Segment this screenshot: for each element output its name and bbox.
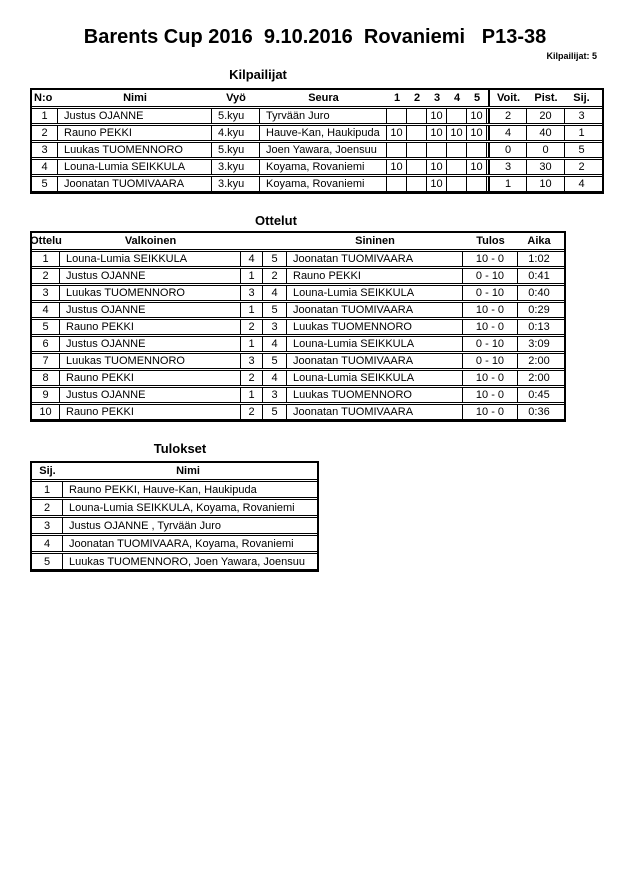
cell-result: 0 - 10 (463, 286, 518, 300)
table-row (32, 353, 564, 369)
competitors-heading: Kilpailijat (229, 67, 287, 82)
cell-final-place: 5 (32, 554, 63, 569)
cell-round-score: 10 (387, 160, 407, 174)
cell-time: 0:40 (528, 287, 550, 299)
competitors-table (30, 88, 604, 194)
column-header-white-number (241, 233, 263, 249)
cell-blue-name: Joonatan TUOMIVAARA (287, 405, 463, 419)
table-row (32, 499, 317, 516)
cell-blue-number: 3 (263, 320, 287, 334)
cell-white-name: Justus OJANNE (60, 269, 241, 283)
cell-white-name: Rauno PEKKI (60, 371, 241, 385)
column-header-no: N:o (34, 92, 53, 104)
table-row (32, 553, 317, 570)
participants-count: Kilpailijat: 5 (546, 51, 597, 61)
cell-result: 10 - 0 (463, 405, 518, 419)
cell-result: 10 - 0 (463, 320, 518, 334)
cell-place: 5 (578, 144, 585, 156)
cell-time: 0:13 (528, 321, 550, 333)
cell-white-name: Luukas TUOMENNORO (60, 354, 241, 368)
cell-time: 3:09 (528, 338, 550, 350)
cell-wins: 4 (488, 126, 527, 140)
cell-round-score (387, 177, 407, 191)
table-row (32, 159, 602, 175)
cell-match-no: 10 (32, 405, 60, 419)
cell-competitor-no: 4 (32, 160, 58, 174)
cell-white-number: 2 (241, 371, 263, 385)
cell-round-score (447, 143, 467, 157)
cell-white-number: 1 (241, 269, 263, 283)
column-header-name: Nimi (123, 92, 147, 104)
cell-match-no: 1 (32, 252, 60, 266)
cell-competitor-no: 5 (32, 177, 58, 191)
cell-result: 0 - 10 (463, 269, 518, 283)
cell-time: 0:29 (528, 304, 550, 316)
cell-blue-number: 5 (263, 405, 287, 419)
column-header-blue: Sininen (355, 235, 395, 247)
cell-blue-name: Rauno PEKKI (287, 269, 463, 283)
cell-place: 4 (578, 178, 585, 190)
cell-result: 10 - 0 (463, 252, 518, 266)
cell-round-score (407, 143, 427, 157)
cell-time: 2:00 (528, 355, 550, 367)
cell-white-name: Justus OJANNE (60, 388, 241, 402)
column-header-name: Nimi (176, 465, 200, 477)
cell-white-number: 1 (241, 388, 263, 402)
cell-white-number: 4 (241, 252, 263, 266)
cell-points: 40 (527, 126, 565, 140)
cell-competitor-club: Tyrvään Juro (260, 109, 387, 123)
cell-final-name: Justus OJANNE , Tyrvään Juro (69, 519, 222, 532)
cell-white-number: 3 (241, 354, 263, 368)
cell-competitor-club: Hauve-Kan, Haukipuda (260, 126, 387, 140)
cell-wins: 0 (488, 143, 527, 157)
cell-round-score (467, 177, 487, 191)
cell-blue-name: Joonatan TUOMIVAARA (287, 252, 463, 266)
cell-competitor-belt: 5.kyu (212, 143, 260, 157)
cell-blue-name: Joonatan TUOMIVAARA (287, 354, 463, 368)
cell-place: 3 (578, 110, 585, 122)
cell-round-score: 10 (427, 109, 447, 123)
cell-wins: 3 (488, 160, 527, 174)
table-row (32, 404, 564, 420)
table-row (32, 370, 564, 386)
cell-blue-name: Joonatan TUOMIVAARA (287, 303, 463, 317)
cell-match-no: 7 (32, 354, 60, 368)
column-header-white: Valkoinen (124, 235, 177, 247)
cell-match-no: 8 (32, 371, 60, 385)
column-header-points: Pist. (534, 92, 558, 104)
cell-result: 10 - 0 (463, 388, 518, 402)
cell-final-name: Luukas TUOMENNORO, Joen Yawara, Joensuu (69, 555, 305, 568)
cell-round-score (447, 160, 467, 174)
cell-match-no: 5 (32, 320, 60, 334)
cell-time: 1:02 (528, 253, 550, 265)
cell-white-name: Rauno PEKKI (60, 320, 241, 334)
matches-table (30, 231, 566, 422)
cell-round-score (407, 126, 427, 140)
competitors-header-row (32, 90, 602, 107)
cell-competitor-belt: 3.kyu (212, 177, 260, 191)
cell-white-number: 2 (241, 405, 263, 419)
column-header-place: Sij. (573, 92, 590, 104)
cell-round-score (407, 160, 427, 174)
column-header-round-1: 1 (393, 92, 401, 104)
cell-competitor-belt: 5.kyu (212, 109, 260, 123)
table-row (32, 125, 602, 141)
cell-white-number: 3 (241, 286, 263, 300)
cell-blue-number: 5 (263, 252, 287, 266)
cell-points: 20 (527, 109, 565, 123)
cell-final-place: 4 (32, 536, 63, 551)
cell-competitor-club: Koyama, Rovaniemi (260, 160, 387, 174)
cell-points: 10 (527, 177, 565, 191)
cell-final-place: 3 (32, 518, 63, 533)
cell-blue-name: Louna-Lumia SEIKKULA (287, 286, 463, 300)
cell-round-score (447, 109, 467, 123)
table-row (32, 108, 602, 124)
page-title: Barents Cup 2016 9.10.2016 Rovaniemi P13-38 (83, 26, 547, 48)
cell-result: 0 - 10 (463, 354, 518, 368)
cell-blue-number: 5 (263, 354, 287, 368)
cell-competitor-name: Luukas TUOMENNORO (58, 143, 212, 157)
column-header-place: Sij. (39, 465, 56, 477)
cell-wins: 2 (488, 109, 527, 123)
results-header-row (32, 463, 317, 480)
column-header-time: Aika (527, 235, 551, 247)
cell-round-score (407, 109, 427, 123)
cell-competitor-name: Joonatan TUOMIVAARA (58, 177, 212, 191)
cell-round-score: 10 (467, 109, 487, 123)
cell-blue-name: Luukas TUOMENNORO (287, 388, 463, 402)
table-row (32, 268, 564, 284)
cell-blue-number: 4 (263, 286, 287, 300)
cell-blue-name: Louna-Lumia SEIKKULA (287, 371, 463, 385)
cell-final-name: Rauno PEKKI, Hauve-Kan, Haukipuda (69, 483, 257, 496)
table-row (32, 535, 317, 552)
cell-round-score: 10 (427, 177, 447, 191)
results-table (30, 461, 319, 572)
cell-round-score: 10 (427, 160, 447, 174)
cell-blue-number: 3 (263, 388, 287, 402)
cell-round-score (447, 177, 467, 191)
cell-white-name: Louna-Lumia SEIKKULA (60, 252, 241, 266)
matches-header-row (32, 233, 564, 250)
cell-white-number: 1 (241, 337, 263, 351)
cell-round-score: 10 (447, 126, 467, 140)
cell-final-place: 1 (32, 482, 63, 497)
cell-blue-number: 2 (263, 269, 287, 283)
column-header-wins: Voit. (488, 90, 527, 106)
column-header-belt: Vyö (226, 92, 246, 104)
cell-time: 2:00 (528, 372, 550, 384)
cell-blue-number: 4 (263, 337, 287, 351)
cell-round-score: 10 (467, 126, 487, 140)
table-row (32, 481, 317, 498)
column-header-round-4: 4 (453, 92, 461, 104)
table-row (32, 517, 317, 534)
cell-round-score: 10 (427, 126, 447, 140)
cell-white-name: Rauno PEKKI (60, 405, 241, 419)
cell-round-score: 10 (387, 126, 407, 140)
results-heading: Tulokset (153, 441, 207, 456)
cell-time: 0:36 (528, 406, 550, 418)
cell-white-name: Justus OJANNE (60, 303, 241, 317)
cell-white-number: 2 (241, 320, 263, 334)
cell-wins: 1 (488, 177, 527, 191)
matches-heading: Ottelut (255, 213, 297, 228)
cell-white-name: Justus OJANNE (60, 337, 241, 351)
column-header-club: Seura (308, 92, 339, 104)
cell-round-score: 10 (467, 160, 487, 174)
cell-competitor-club: Joen Yawara, Joensuu (260, 143, 387, 157)
table-row (32, 251, 564, 267)
table-row (32, 336, 564, 352)
cell-round-score (467, 143, 487, 157)
cell-blue-number: 5 (263, 303, 287, 317)
cell-blue-number: 4 (263, 371, 287, 385)
cell-round-score (407, 177, 427, 191)
cell-round-score (387, 143, 407, 157)
cell-white-name: Luukas TUOMENNORO (60, 286, 241, 300)
cell-competitor-belt: 3.kyu (212, 160, 260, 174)
cell-competitor-name: Louna-Lumia SEIKKULA (58, 160, 212, 174)
cell-competitor-name: Rauno PEKKI (58, 126, 212, 140)
cell-match-no: 9 (32, 388, 60, 402)
column-header-round-2: 2 (413, 92, 421, 104)
cell-competitor-no: 2 (32, 126, 58, 140)
column-header-round-3: 3 (433, 92, 441, 104)
cell-final-name: Louna-Lumia SEIKKULA, Koyama, Rovaniemi (69, 501, 295, 514)
cell-result: 10 - 0 (463, 371, 518, 385)
cell-final-name: Joonatan TUOMIVAARA, Koyama, Rovaniemi (69, 537, 294, 550)
column-header-blue-number (263, 233, 287, 249)
cell-time: 0:41 (528, 270, 550, 282)
cell-place: 2 (578, 161, 585, 173)
cell-competitor-belt: 4.kyu (212, 126, 260, 140)
cell-round-score (387, 109, 407, 123)
cell-round-score (427, 143, 447, 157)
column-header-round-5: 5 (473, 92, 481, 104)
table-row (32, 285, 564, 301)
cell-final-place: 2 (32, 500, 63, 515)
cell-points: 30 (527, 160, 565, 174)
cell-time: 0:45 (528, 389, 550, 401)
column-header-result: Tulos (476, 235, 505, 247)
cell-place: 1 (578, 127, 585, 139)
cell-blue-name: Louna-Lumia SEIKKULA (287, 337, 463, 351)
table-row (32, 319, 564, 335)
cell-match-no: 2 (32, 269, 60, 283)
table-row (32, 142, 602, 158)
cell-competitor-club: Koyama, Rovaniemi (260, 177, 387, 191)
cell-competitor-name: Justus OJANNE (58, 109, 212, 123)
cell-white-number: 1 (241, 303, 263, 317)
cell-result: 10 - 0 (463, 303, 518, 317)
cell-match-no: 4 (32, 303, 60, 317)
cell-points: 0 (527, 143, 565, 157)
table-row (32, 176, 602, 192)
cell-result: 0 - 10 (463, 337, 518, 351)
cell-blue-name: Luukas TUOMENNORO (287, 320, 463, 334)
cell-competitor-no: 3 (32, 143, 58, 157)
column-header-match-no: Ottelu (30, 235, 62, 247)
cell-match-no: 3 (32, 286, 60, 300)
cell-match-no: 6 (32, 337, 60, 351)
table-row (32, 302, 564, 318)
cell-competitor-no: 1 (32, 109, 58, 123)
table-row (32, 387, 564, 403)
